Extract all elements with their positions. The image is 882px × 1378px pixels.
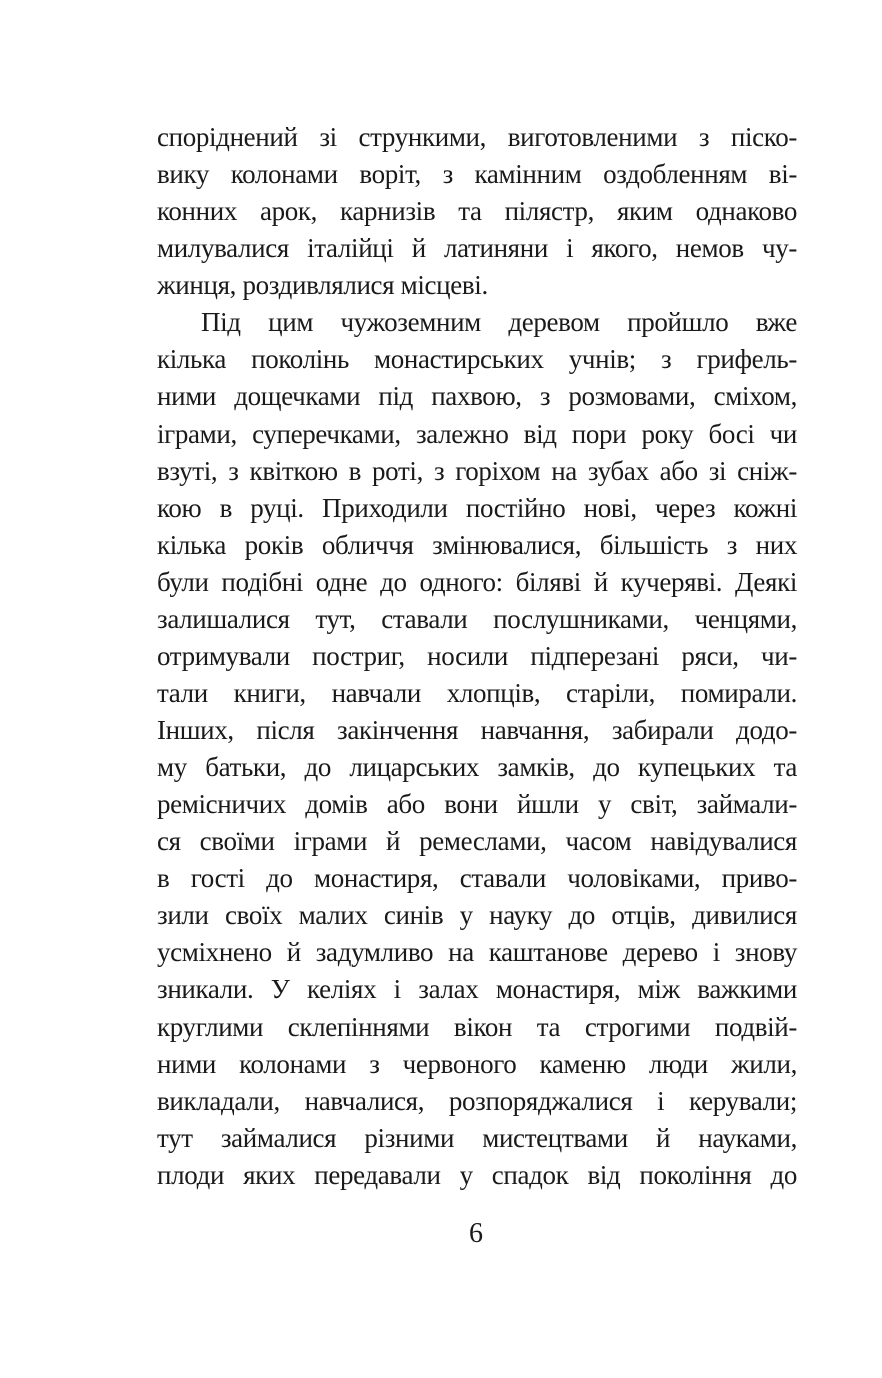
text-line: Інших, після закінчення навчання, забирали додо-: [157, 715, 797, 745]
text-line: кілька років обличчя змінювалися, більшість з них: [157, 529, 797, 560]
page-number: 6: [469, 1218, 483, 1249]
text-line: зили своїх малих синів у науку до отців, дивилися: [157, 900, 797, 931]
text-line: зникали. У келіях і залах монастиря, між важкими: [157, 974, 797, 1005]
text-line: кою в руці. Приходили постійно нові, через кожні: [157, 492, 797, 523]
text-line: ними дощечками під пахвою, з розмовами, сміхом,: [157, 381, 797, 412]
text-line: ними колонами з червоного каменю люди жили,: [157, 1048, 797, 1079]
text-line-paragraph-start: Під цим чужоземним деревом пройшло вже: [201, 307, 797, 338]
text-line: усміхнено й задумливо на каштанове дерево і знову: [157, 937, 797, 968]
text-line-page-end: плоди яких передавали у спадок від покоління до: [157, 1159, 797, 1190]
text-line: вику колонами воріт, з камінним оздобленням ві-: [157, 159, 797, 190]
text-line: взуті, з квіткою в роті, з горіхом на зубах або зі сніж-: [157, 455, 797, 486]
text-line: милувалися італійці й латиняни і якого, немов чу-: [157, 233, 797, 264]
text-line: ремісничих домів або вони йшли у світ, займали-: [157, 789, 797, 820]
body-text: [157, 119, 797, 1194]
text-line: жинця, роздивлялися місцеві.: [157, 270, 488, 301]
text-line: отримували постриг, носили підперезані ряси, чи-: [157, 640, 797, 671]
text-line: кілька поколінь монастирських учнів; з грифель-: [157, 344, 797, 375]
text-line: тут займалися різними мистецтвами й науками,: [157, 1122, 797, 1153]
text-line: залишалися тут, ставали послушниками, ченцями,: [157, 603, 797, 634]
text-line: му батьки, до лицарських замків, до купецьких та: [157, 752, 797, 783]
text-line: були подібні одне до одного: біляві й кучеряві. Деякі: [157, 566, 797, 597]
text-line: тали книги, навчали хлопців, старіли, помирали.: [157, 677, 797, 708]
text-line: ся своїми іграми й ремеслами, часом навідувалися: [157, 826, 797, 857]
text-line: в гості до монастиря, ставали чоловіками, приво-: [157, 863, 797, 894]
text-line: круглими склепіннями вікон та строгими подвій-: [157, 1011, 797, 1042]
text-line: конних арок, карнизів та пілястр, яким однаково: [157, 196, 797, 227]
text-line: іграми, суперечками, залежно від пори року босі чи: [157, 418, 797, 449]
text-line: споріднений зі стрункими, виготовленими з піско-: [157, 122, 797, 152]
text-line: викладали, навчалися, розпоряджалися і керували;: [157, 1085, 797, 1116]
